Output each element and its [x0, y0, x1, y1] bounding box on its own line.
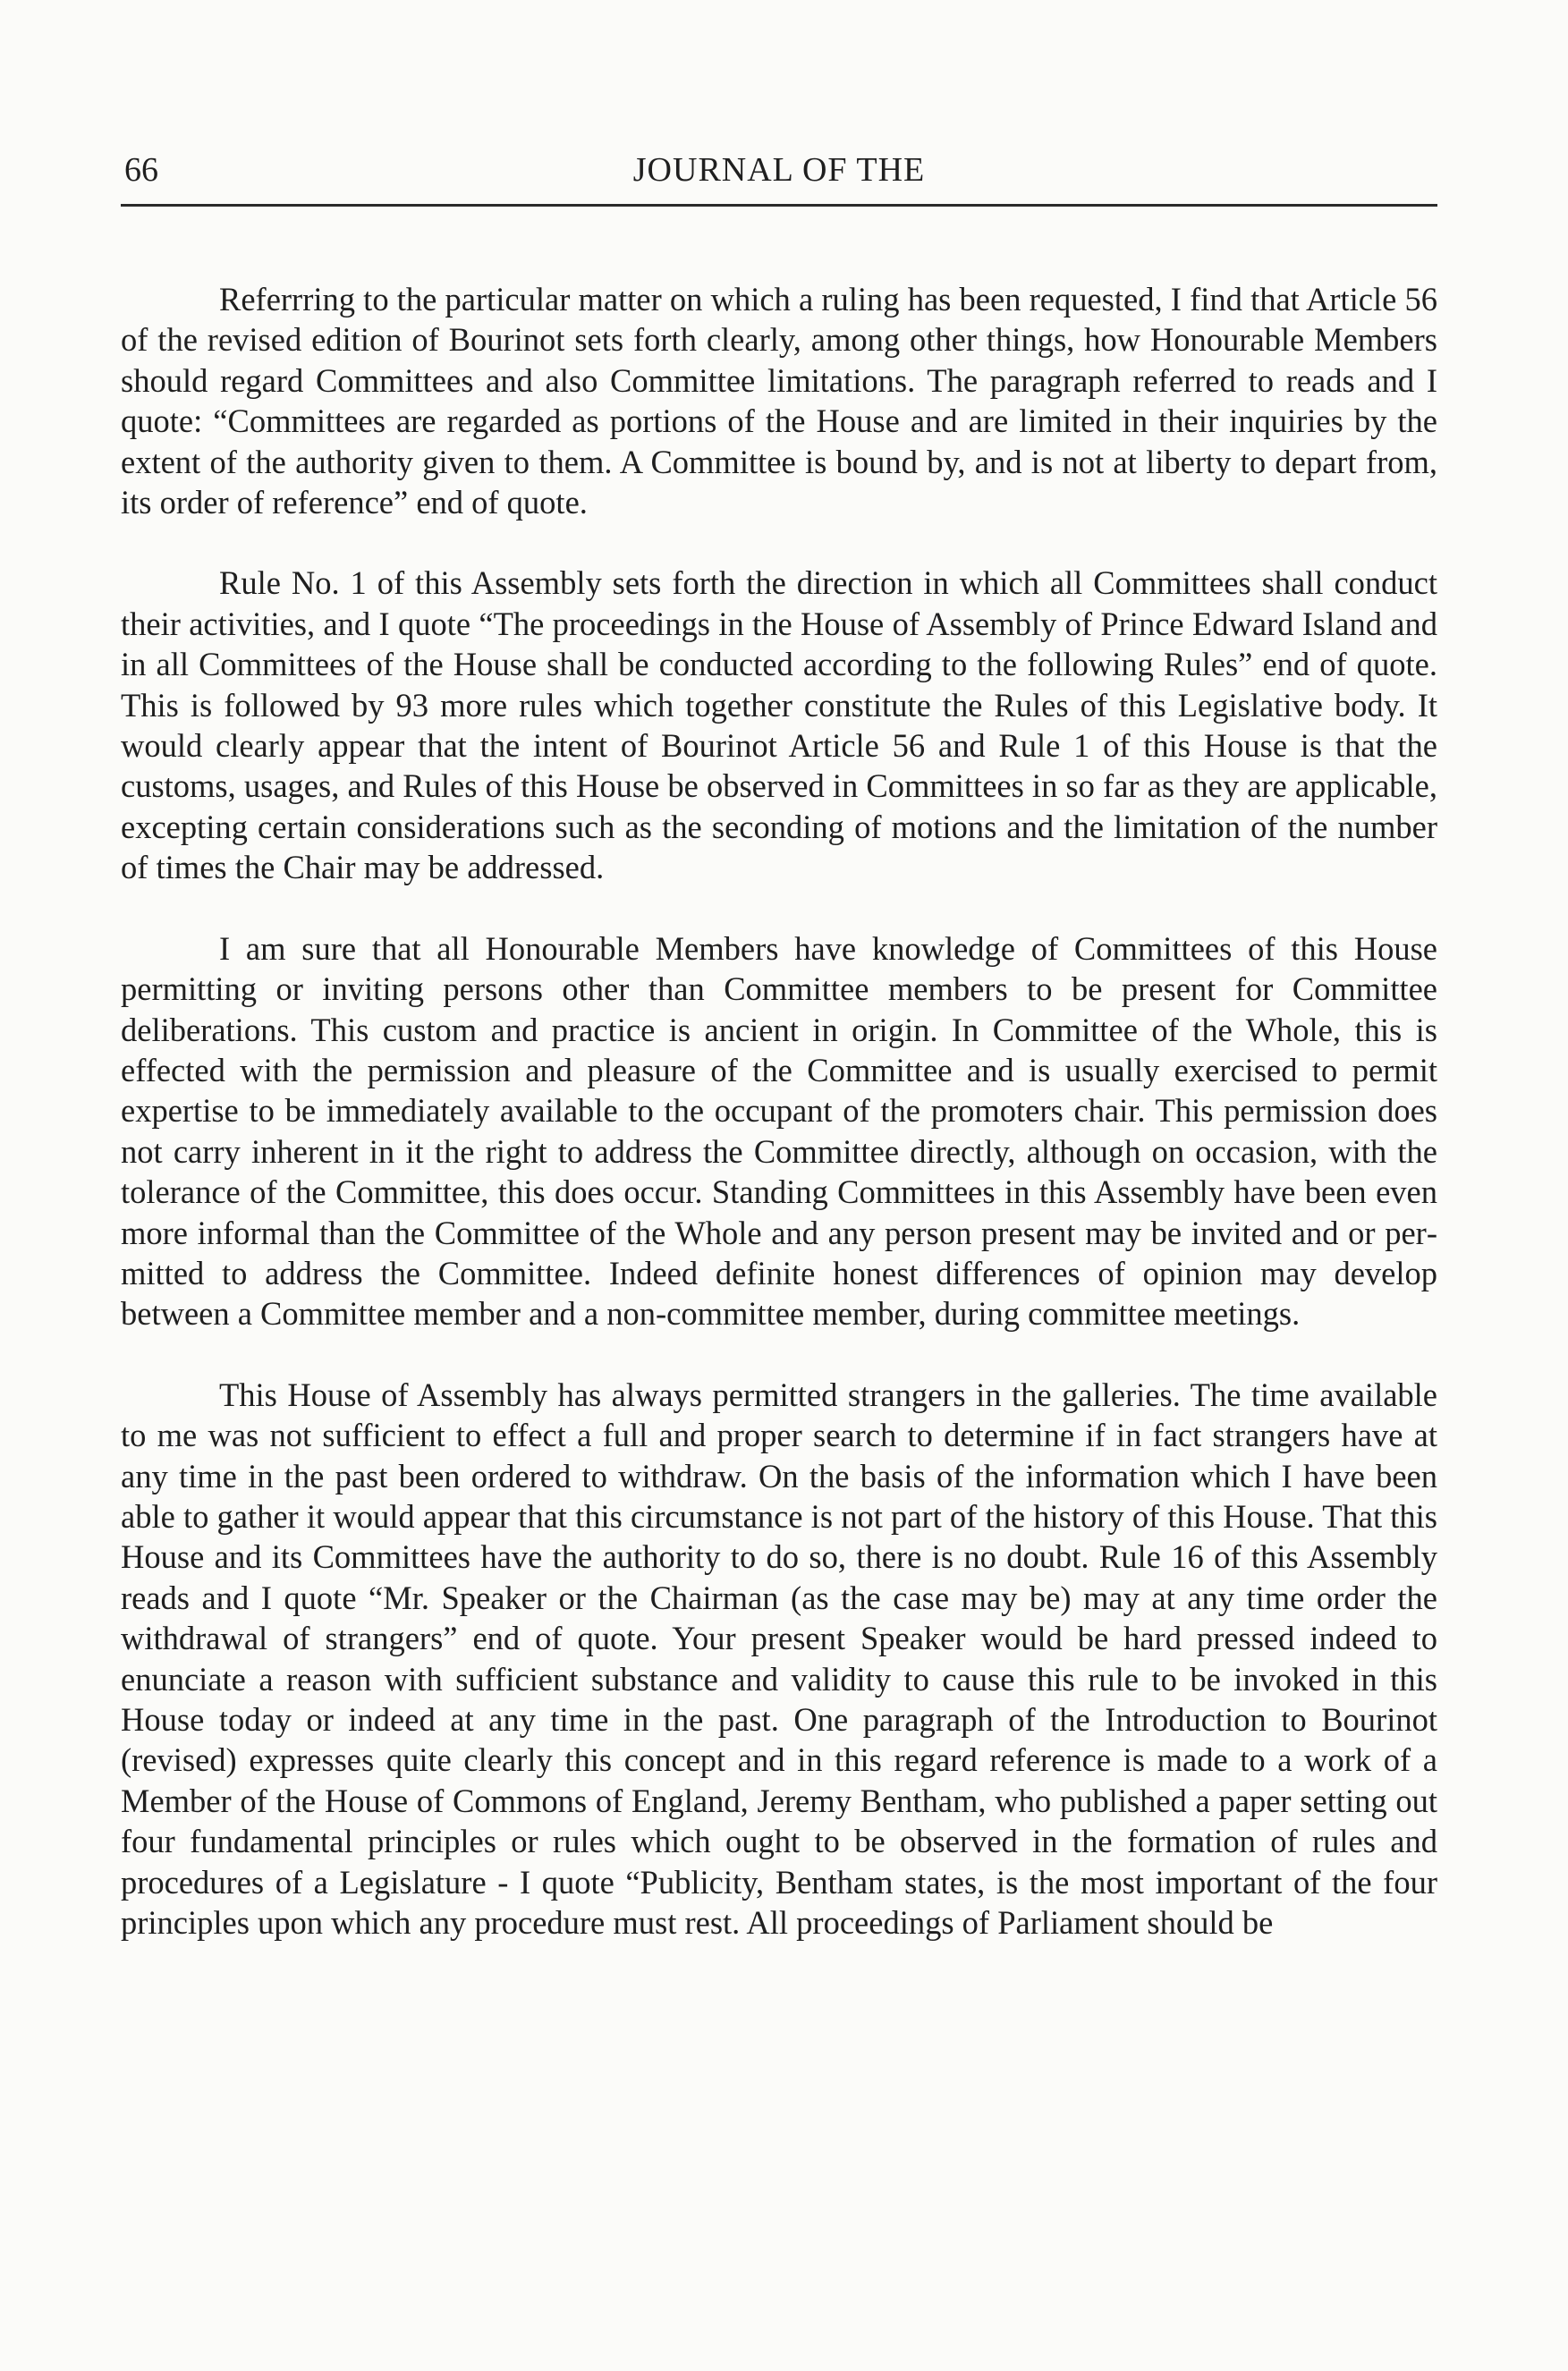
- page-number: 66: [124, 151, 158, 189]
- running-head: JOURNAL OF THE: [632, 151, 926, 189]
- page-header: [121, 143, 1437, 197]
- paragraph-bourinot-article-56: Referrring to the particular matter on which a ruling has been requested, I find that Article 56 of the revised edition of Bourinot sets forth clearly, among other things, how Honourable Members should regard Committees and also Committee limitations. The paragraph referred to reads and I quote: “Committees are regarded as portions of the House and are limited in their inquiries by the extent of the authority given to them. A Committee is bound by, and is not at liberty to depart from, its order of reference” end of quote.: [121, 281, 1437, 521]
- paragraph-rule-1: Rule No. 1 of this Assembly sets forth the direction in which all Committees shall conduct their activities, and I quote “The proceedings in the House of Assembly of Prince Edward Island and in all Committees of the House shall be conducted according to the following Rules” end of quote. This is followed by 93 more rules which together constitute the Rules of this Legislative body. It would clearly appear that the intent of Bourinot Article 56 and Rule 1 of this House is that the customs, usages, and Rules of this House be observed in Committees in so far as they are applicable, excepting certain considerations such as the seconding of motions and the limitation of the number of times the Chair may be addressed.: [121, 564, 1437, 886]
- body-text: [121, 279, 1437, 1943]
- paragraph-strangers-in-galleries: This House of Assembly has always permitted strangers in the galleries. The time available to me was not sufficient to effect a full and proper search to determine if in fact strangers have at any time in the past been ordered to withdraw. On the basis of the information which I have been able to gather it would appear that this circumstance is not part of the history of this House. That this House and its Committees have the authority to do so, there is no doubt. Rule 16 of this Assembly reads and I quote “Mr. Speaker or the Chairman (as the case may be) may at any time order the withdrawal of strangers” end of quote. Your present Speaker would be hard pressed indeed to enunciate a reason with sufficient substance and validity to cause this rule to be invoked in this House today or indeed at any time in the past. One paragraph of the Introduction to Bourinot (revised) expresses quite clearly this concept and in this regard reference is made to a work of a Member of the House of Commons of England, Jeremy Bentham, who published a paper setting out four fundamental principles or rules which ought to be observed in the formation of rules and procedures of a Legislature - I quote “Publicity, Bentham states, is the most important of the four principles upon which any procedure must rest. All proceedings of Parliament should be: [121, 1376, 1437, 1942]
- header-rule: [121, 204, 1437, 207]
- paragraph-committee-guests: I am sure that all Honourable Members have knowledge of Committees of this House permitting or inviting persons other than Committee members to be present for Committee deliberations. This custom and practice is ancient in origin. In Committee of the Whole, this is effected with the permission and pleasure of the Committee and is usually exercised to permit expertise to be immediately available to the occupant of the promoters chair. This permission does not carry inherent in it the right to address the Committee directly, although on occasion, with the tolerance of the Committee, this does occur. Standing Committees in this Assembly have been even more informal than the Committee of the Whole and any person present may be invited and or permitted to address the Committee. Indeed definite honest differences of opinion may develop between a Committee member and a non-committee member, during committee meetings.: [121, 929, 1437, 1333]
